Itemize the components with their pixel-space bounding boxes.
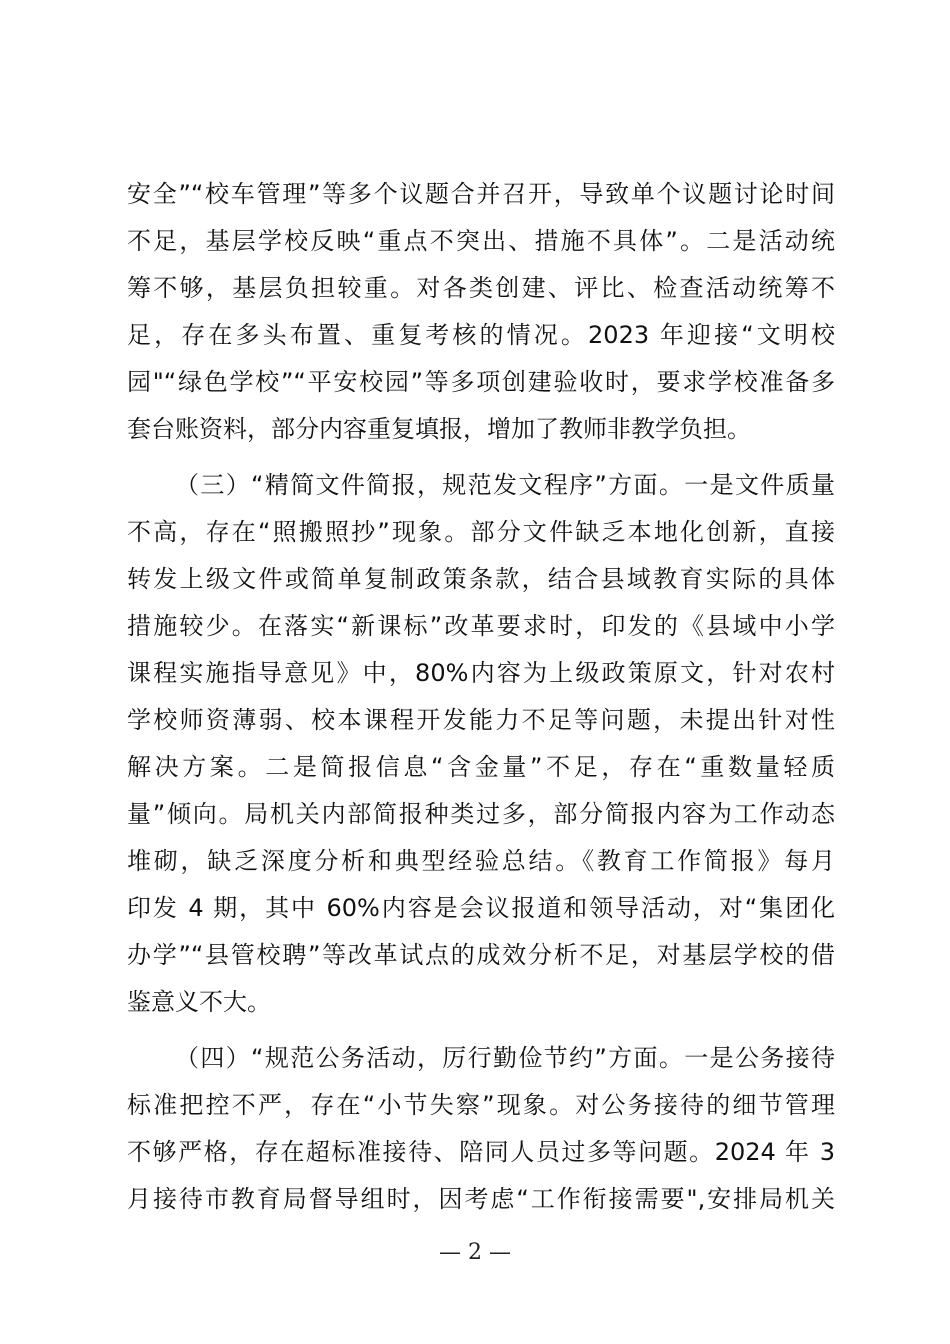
- paragraph: [127, 171, 835, 453]
- text-line: 措施较少。在落实“新课标”改革要求时，印发的《县域中小学: [127, 612, 835, 640]
- text-line: 学校师资薄弱、校本课程开发能力不足等问题，未提出针对性: [127, 706, 835, 734]
- text-line: 园"“绿色学校”“平安校园”等多项创建验收时，要求学校准备多: [127, 368, 835, 396]
- paragraph: [127, 1035, 835, 1223]
- text-line: 不够严格，存在超标准接待、陪同人员过多等问题。2024 年 3: [127, 1138, 835, 1166]
- text-line: （三）“精简文件简报，规范发文程序”方面。一是文件质量: [175, 471, 835, 499]
- paragraph: [127, 462, 835, 1026]
- text-line: 量”倾向。局机关内部简报种类过多，部分简报内容为工作动态: [127, 800, 835, 828]
- text-line: （四）“规范公务活动，厉行勤俭节约”方面。一是公务接待: [175, 1044, 835, 1072]
- text-line: 解决方案。二是简报信息“含金量”不足，存在“重数量轻质: [127, 753, 835, 781]
- text-line: 不高，存在“照搬照抄”现象。部分文件缺乏本地化创新，直接: [127, 518, 835, 546]
- text-line: 不足，基层学校反映“重点不突出、措施不具体”。二是活动统: [127, 227, 835, 255]
- text-line: 鉴意义不大。: [127, 988, 271, 1016]
- text-line: 印发 4 期，其中 60%内容是会议报道和领导活动，对“集团化: [127, 894, 835, 922]
- text-line: 标准把控不严，存在“小节失察”现象。对公务接待的细节管理: [127, 1091, 835, 1119]
- page-number: — 2 —: [439, 1240, 511, 1265]
- text-line: 筹不够，基层负担较重。对各类创建、评比、检查活动统筹不: [127, 274, 835, 302]
- body-text: [127, 171, 835, 1223]
- text-line: 月接待市教育局督导组时，因考虑“工作衔接需要",安排局机关: [127, 1185, 835, 1213]
- text-line: 堆砌，缺乏深度分析和典型经验总结。《教育工作简报》每月: [127, 847, 835, 875]
- text-line: 课程实施指导意见》中，80%内容为上级政策原文，针对农村: [127, 659, 835, 687]
- text-line: 安全”“校车管理”等多个议题合并召开，导致单个议题讨论时间: [127, 180, 835, 208]
- text-line: 足，存在多头布置、重复考核的情况。2023 年迎接“文明校: [127, 321, 835, 349]
- text-line: 转发上级文件或简单复制政策条款，结合县域教育实际的具体: [127, 565, 835, 593]
- text-line: 办学”“县管校聘”等改革试点的成效分析不足，对基层学校的借: [127, 941, 835, 969]
- text-line: 套台账资料，部分内容重复填报，增加了教师非教学负担。: [127, 415, 751, 443]
